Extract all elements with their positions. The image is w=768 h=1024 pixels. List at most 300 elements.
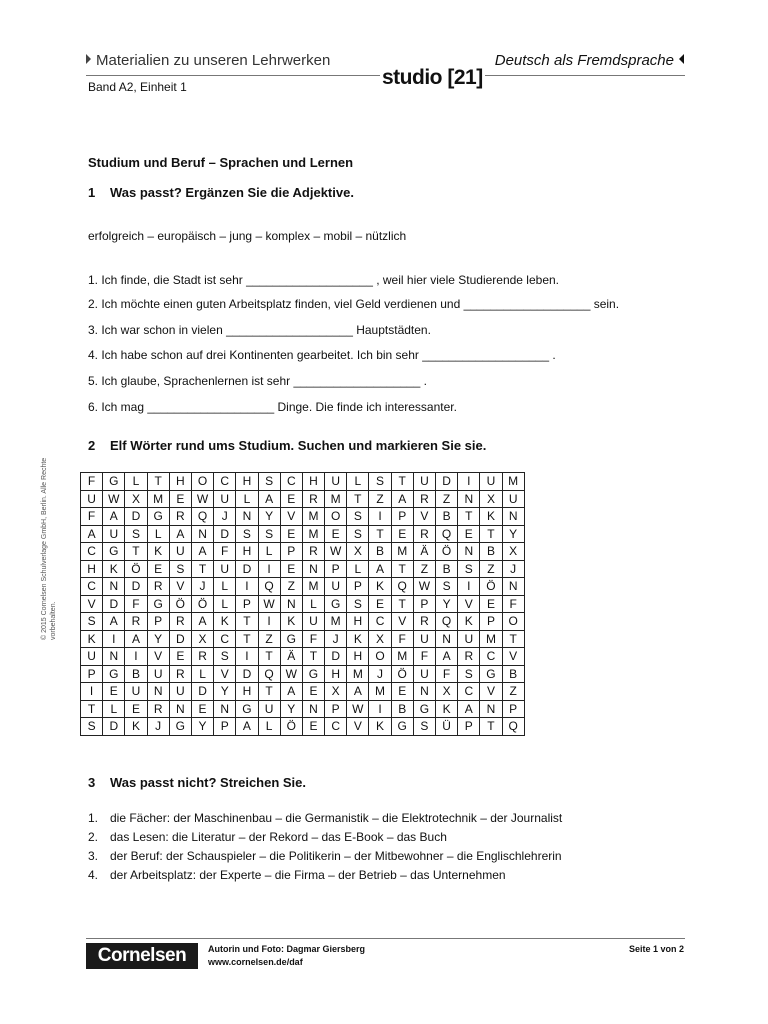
grid-cell[interactable]: J [214,508,236,526]
grid-cell[interactable]: M [302,508,324,526]
grid-cell[interactable]: P [214,718,236,736]
grid-cell[interactable]: M [147,490,169,508]
grid-cell[interactable]: B [125,665,147,683]
grid-cell[interactable]: K [280,613,302,631]
grid-cell[interactable]: N [280,595,302,613]
grid-cell[interactable]: Y [502,525,524,543]
grid-cell[interactable]: R [458,648,480,666]
grid-cell[interactable]: A [103,613,125,631]
grid-cell[interactable]: B [480,543,502,561]
grid-cell[interactable]: D [103,595,125,613]
grid-cell[interactable]: S [458,665,480,683]
grid-cell[interactable]: D [125,508,147,526]
grid-cell[interactable]: U [480,473,502,491]
grid-cell[interactable]: G [147,595,169,613]
grid-cell[interactable]: T [391,560,413,578]
grid-cell[interactable]: C [325,718,347,736]
grid-cell[interactable]: P [280,543,302,561]
grid-cell[interactable]: S [258,473,280,491]
grid-cell[interactable]: V [480,683,502,701]
grid-cell[interactable]: G [103,665,125,683]
grid-cell[interactable]: U [413,630,435,648]
grid-cell[interactable]: R [169,613,191,631]
grid-cell[interactable]: H [347,613,369,631]
grid-cell[interactable]: V [147,648,169,666]
grid-cell[interactable]: U [413,473,435,491]
grid-cell[interactable]: N [480,700,502,718]
grid-cell[interactable]: E [325,525,347,543]
grid-cell[interactable]: S [81,613,103,631]
grid-cell[interactable]: W [413,578,435,596]
grid-cell[interactable]: E [169,648,191,666]
grid-cell[interactable]: E [302,683,324,701]
grid-cell[interactable]: P [325,560,347,578]
grid-cell[interactable]: E [147,560,169,578]
grid-cell[interactable]: N [302,700,324,718]
grid-cell[interactable]: V [502,648,524,666]
grid-cell[interactable]: A [169,525,191,543]
grid-cell[interactable]: S [369,473,391,491]
grid-cell[interactable]: D [103,718,125,736]
grid-cell[interactable]: A [369,560,391,578]
grid-cell[interactable]: B [369,543,391,561]
grid-cell[interactable]: Ö [480,578,502,596]
grid-cell[interactable]: E [458,525,480,543]
grid-cell[interactable]: U [302,613,324,631]
grid-cell[interactable]: C [81,543,103,561]
grid-cell[interactable]: U [325,578,347,596]
grid-cell[interactable]: M [391,648,413,666]
grid-cell[interactable]: G [413,700,435,718]
grid-cell[interactable]: P [236,595,258,613]
grid-cell[interactable]: V [280,508,302,526]
grid-cell[interactable]: S [81,718,103,736]
grid-cell[interactable]: M [347,665,369,683]
grid-cell[interactable]: A [458,700,480,718]
grid-cell[interactable]: V [347,718,369,736]
grid-cell[interactable]: H [347,648,369,666]
grid-cell[interactable]: S [347,525,369,543]
grid-cell[interactable]: V [413,508,435,526]
grid-cell[interactable]: Ö [191,595,213,613]
grid-cell[interactable]: E [369,595,391,613]
grid-cell[interactable]: G [302,665,324,683]
grid-cell[interactable]: T [369,525,391,543]
grid-cell[interactable]: A [103,508,125,526]
grid-cell[interactable]: A [258,490,280,508]
grid-cell[interactable]: I [458,473,480,491]
grid-cell[interactable]: V [458,595,480,613]
grid-cell[interactable]: E [103,683,125,701]
grid-cell[interactable]: E [391,683,413,701]
grid-cell[interactable]: V [214,665,236,683]
grid-cell[interactable]: W [191,490,213,508]
grid-cell[interactable]: T [258,683,280,701]
grid-cell[interactable]: K [458,613,480,631]
grid-cell[interactable]: K [147,543,169,561]
grid-cell[interactable]: Ä [280,648,302,666]
grid-cell[interactable]: N [502,508,524,526]
grid-cell[interactable]: X [436,683,458,701]
grid-cell[interactable]: T [147,473,169,491]
grid-cell[interactable]: I [258,613,280,631]
grid-cell[interactable]: W [325,543,347,561]
grid-cell[interactable]: C [480,648,502,666]
grid-cell[interactable]: P [391,508,413,526]
grid-cell[interactable]: L [214,595,236,613]
grid-cell[interactable]: K [347,630,369,648]
grid-cell[interactable]: C [369,613,391,631]
grid-cell[interactable]: Q [391,578,413,596]
grid-cell[interactable]: A [191,613,213,631]
grid-cell[interactable]: K [480,508,502,526]
grid-cell[interactable]: T [480,718,502,736]
grid-cell[interactable]: G [169,718,191,736]
grid-cell[interactable]: G [480,665,502,683]
grid-cell[interactable]: R [147,578,169,596]
grid-cell[interactable]: L [258,718,280,736]
grid-cell[interactable]: T [258,648,280,666]
grid-cell[interactable]: C [81,578,103,596]
grid-cell[interactable]: U [169,543,191,561]
grid-cell[interactable]: T [236,613,258,631]
grid-cell[interactable]: L [302,595,324,613]
grid-cell[interactable]: U [258,700,280,718]
grid-cell[interactable]: M [502,473,524,491]
grid-cell[interactable]: K [369,578,391,596]
grid-cell[interactable]: Q [258,578,280,596]
grid-cell[interactable]: H [236,543,258,561]
grid-cell[interactable]: M [391,543,413,561]
grid-cell[interactable]: A [191,543,213,561]
grid-cell[interactable]: G [280,630,302,648]
grid-cell[interactable]: P [480,613,502,631]
grid-cell[interactable]: M [325,490,347,508]
grid-cell[interactable]: N [458,543,480,561]
grid-cell[interactable]: P [325,700,347,718]
grid-cell[interactable]: G [391,718,413,736]
grid-cell[interactable]: D [125,578,147,596]
grid-cell[interactable]: A [236,718,258,736]
grid-cell[interactable]: Ö [169,595,191,613]
grid-cell[interactable]: I [236,578,258,596]
grid-cell[interactable]: P [347,578,369,596]
grid-cell[interactable]: H [236,473,258,491]
grid-cell[interactable]: Z [369,490,391,508]
grid-cell[interactable]: S [236,525,258,543]
grid-cell[interactable]: L [258,543,280,561]
grid-cell[interactable]: U [81,648,103,666]
grid-cell[interactable]: G [236,700,258,718]
grid-cell[interactable]: A [436,648,458,666]
grid-cell[interactable]: P [81,665,103,683]
grid-cell[interactable]: Ä [413,543,435,561]
grid-cell[interactable]: B [391,700,413,718]
grid-cell[interactable]: U [125,683,147,701]
grid-cell[interactable]: A [125,630,147,648]
grid-cell[interactable]: Ö [280,718,302,736]
grid-cell[interactable]: Z [258,630,280,648]
grid-cell[interactable]: Z [502,683,524,701]
grid-cell[interactable]: Z [280,578,302,596]
grid-cell[interactable]: T [502,630,524,648]
grid-cell[interactable]: W [280,665,302,683]
grid-cell[interactable]: U [214,490,236,508]
grid-cell[interactable]: R [191,648,213,666]
grid-cell[interactable]: W [347,700,369,718]
grid-cell[interactable]: S [347,508,369,526]
grid-cell[interactable]: K [214,613,236,631]
grid-cell[interactable]: T [391,473,413,491]
grid-cell[interactable]: X [369,630,391,648]
grid-cell[interactable]: X [191,630,213,648]
grid-cell[interactable]: Ü [436,718,458,736]
grid-cell[interactable]: F [125,595,147,613]
grid-cell[interactable]: I [258,560,280,578]
grid-cell[interactable]: R [413,490,435,508]
grid-cell[interactable]: P [458,718,480,736]
grid-cell[interactable]: K [125,718,147,736]
grid-cell[interactable]: C [214,630,236,648]
grid-cell[interactable]: E [169,490,191,508]
grid-cell[interactable]: R [125,613,147,631]
grid-cell[interactable]: L [191,665,213,683]
grid-cell[interactable]: U [502,490,524,508]
grid-cell[interactable]: E [302,718,324,736]
grid-cell[interactable]: A [280,683,302,701]
grid-cell[interactable]: N [103,648,125,666]
grid-cell[interactable]: Ö [125,560,147,578]
grid-cell[interactable]: P [502,700,524,718]
grid-cell[interactable]: O [325,508,347,526]
grid-cell[interactable]: T [347,490,369,508]
grid-cell[interactable]: Z [436,490,458,508]
grid-cell[interactable]: Y [147,630,169,648]
grid-cell[interactable]: X [347,543,369,561]
grid-cell[interactable]: S [458,560,480,578]
grid-cell[interactable]: C [214,473,236,491]
grid-cell[interactable]: S [258,525,280,543]
grid-cell[interactable]: N [214,700,236,718]
grid-cell[interactable]: U [214,560,236,578]
grid-cell[interactable]: S [436,578,458,596]
grid-cell[interactable]: Q [502,718,524,736]
grid-cell[interactable]: L [214,578,236,596]
grid-cell[interactable]: Ö [391,665,413,683]
grid-cell[interactable]: F [81,508,103,526]
grid-cell[interactable]: D [236,665,258,683]
grid-cell[interactable]: Y [280,700,302,718]
grid-cell[interactable]: E [280,560,302,578]
grid-cell[interactable]: U [413,665,435,683]
grid-cell[interactable]: N [236,508,258,526]
grid-cell[interactable]: X [502,543,524,561]
grid-cell[interactable]: E [480,595,502,613]
grid-cell[interactable]: I [103,630,125,648]
grid-cell[interactable]: R [169,665,191,683]
grid-cell[interactable]: Q [258,665,280,683]
grid-cell[interactable]: T [480,525,502,543]
grid-cell[interactable]: N [169,700,191,718]
grid-cell[interactable]: N [103,578,125,596]
grid-cell[interactable]: Q [436,525,458,543]
grid-cell[interactable]: U [103,525,125,543]
grid-cell[interactable]: L [236,490,258,508]
grid-cell[interactable]: M [325,613,347,631]
grid-cell[interactable]: J [502,560,524,578]
grid-cell[interactable]: E [391,525,413,543]
grid-cell[interactable]: R [413,613,435,631]
grid-cell[interactable]: R [302,543,324,561]
grid-cell[interactable]: E [280,490,302,508]
grid-cell[interactable]: H [302,473,324,491]
grid-cell[interactable]: V [81,595,103,613]
grid-cell[interactable]: U [81,490,103,508]
grid-cell[interactable]: X [480,490,502,508]
grid-cell[interactable]: Y [191,718,213,736]
grid-cell[interactable]: I [125,648,147,666]
grid-cell[interactable]: L [147,525,169,543]
grid-cell[interactable]: F [391,630,413,648]
grid-cell[interactable]: H [81,560,103,578]
grid-cell[interactable]: O [369,648,391,666]
grid-cell[interactable]: E [125,700,147,718]
grid-cell[interactable]: T [458,508,480,526]
grid-cell[interactable]: E [191,700,213,718]
grid-cell[interactable]: G [325,595,347,613]
grid-cell[interactable]: T [302,648,324,666]
grid-cell[interactable]: M [369,683,391,701]
grid-cell[interactable]: Y [436,595,458,613]
grid-cell[interactable]: G [147,508,169,526]
grid-cell[interactable]: I [369,700,391,718]
grid-cell[interactable]: F [81,473,103,491]
grid-cell[interactable]: F [413,648,435,666]
grid-cell[interactable]: S [413,718,435,736]
grid-cell[interactable]: O [502,613,524,631]
grid-cell[interactable]: I [369,508,391,526]
grid-cell[interactable]: N [436,630,458,648]
grid-cell[interactable]: A [81,525,103,543]
grid-cell[interactable]: T [125,543,147,561]
grid-cell[interactable]: R [169,508,191,526]
grid-cell[interactable]: Z [480,560,502,578]
grid-cell[interactable]: M [480,630,502,648]
grid-cell[interactable]: F [302,630,324,648]
grid-cell[interactable]: H [169,473,191,491]
grid-cell[interactable]: S [347,595,369,613]
grid-cell[interactable]: D [325,648,347,666]
grid-cell[interactable]: A [391,490,413,508]
grid-cell[interactable]: P [147,613,169,631]
grid-cell[interactable]: D [214,525,236,543]
grid-cell[interactable]: F [502,595,524,613]
grid-cell[interactable]: B [436,560,458,578]
grid-cell[interactable]: E [280,525,302,543]
grid-cell[interactable]: K [436,700,458,718]
grid-cell[interactable]: S [169,560,191,578]
grid-cell[interactable]: Ö [436,543,458,561]
grid-cell[interactable]: A [347,683,369,701]
grid-cell[interactable]: U [325,473,347,491]
grid-cell[interactable]: N [458,490,480,508]
grid-cell[interactable]: R [147,700,169,718]
grid-cell[interactable]: N [302,560,324,578]
grid-cell[interactable]: N [502,578,524,596]
grid-cell[interactable]: R [302,490,324,508]
grid-cell[interactable]: P [413,595,435,613]
grid-cell[interactable]: I [458,578,480,596]
grid-cell[interactable]: T [191,560,213,578]
grid-cell[interactable]: Q [436,613,458,631]
grid-cell[interactable]: J [147,718,169,736]
grid-cell[interactable]: Y [214,683,236,701]
grid-cell[interactable]: N [147,683,169,701]
grid-cell[interactable]: B [436,508,458,526]
grid-cell[interactable]: D [169,630,191,648]
grid-cell[interactable]: N [413,683,435,701]
grid-cell[interactable]: R [413,525,435,543]
grid-cell[interactable]: L [347,473,369,491]
grid-cell[interactable]: V [169,578,191,596]
grid-cell[interactable]: W [258,595,280,613]
grid-cell[interactable]: U [169,683,191,701]
grid-cell[interactable]: J [325,630,347,648]
grid-cell[interactable]: D [436,473,458,491]
grid-cell[interactable]: N [191,525,213,543]
grid-cell[interactable]: U [147,665,169,683]
grid-cell[interactable]: G [103,473,125,491]
grid-cell[interactable]: K [369,718,391,736]
grid-cell[interactable]: D [191,683,213,701]
grid-cell[interactable]: H [236,683,258,701]
grid-cell[interactable]: O [191,473,213,491]
grid-cell[interactable]: L [125,473,147,491]
grid-cell[interactable]: Z [413,560,435,578]
grid-cell[interactable]: X [125,490,147,508]
grid-cell[interactable]: S [125,525,147,543]
grid-cell[interactable]: U [458,630,480,648]
grid-cell[interactable]: Y [258,508,280,526]
grid-cell[interactable]: X [325,683,347,701]
grid-cell[interactable]: D [236,560,258,578]
grid-cell[interactable]: F [214,543,236,561]
grid-cell[interactable]: J [191,578,213,596]
grid-cell[interactable]: C [280,473,302,491]
grid-cell[interactable]: H [325,665,347,683]
grid-cell[interactable]: F [436,665,458,683]
grid-cell[interactable]: L [103,700,125,718]
grid-cell[interactable]: T [391,595,413,613]
grid-cell[interactable]: L [347,560,369,578]
grid-cell[interactable]: I [81,683,103,701]
grid-cell[interactable]: I [236,648,258,666]
grid-cell[interactable]: V [391,613,413,631]
grid-cell[interactable]: C [458,683,480,701]
grid-cell[interactable]: T [81,700,103,718]
grid-cell[interactable]: K [103,560,125,578]
grid-cell[interactable]: J [369,665,391,683]
grid-cell[interactable]: M [302,525,324,543]
grid-cell[interactable]: W [103,490,125,508]
grid-cell[interactable]: K [81,630,103,648]
grid-cell[interactable]: M [302,578,324,596]
grid-cell[interactable]: G [103,543,125,561]
grid-cell[interactable]: B [502,665,524,683]
grid-cell[interactable]: T [236,630,258,648]
grid-cell[interactable]: Q [191,508,213,526]
grid-cell[interactable]: S [214,648,236,666]
